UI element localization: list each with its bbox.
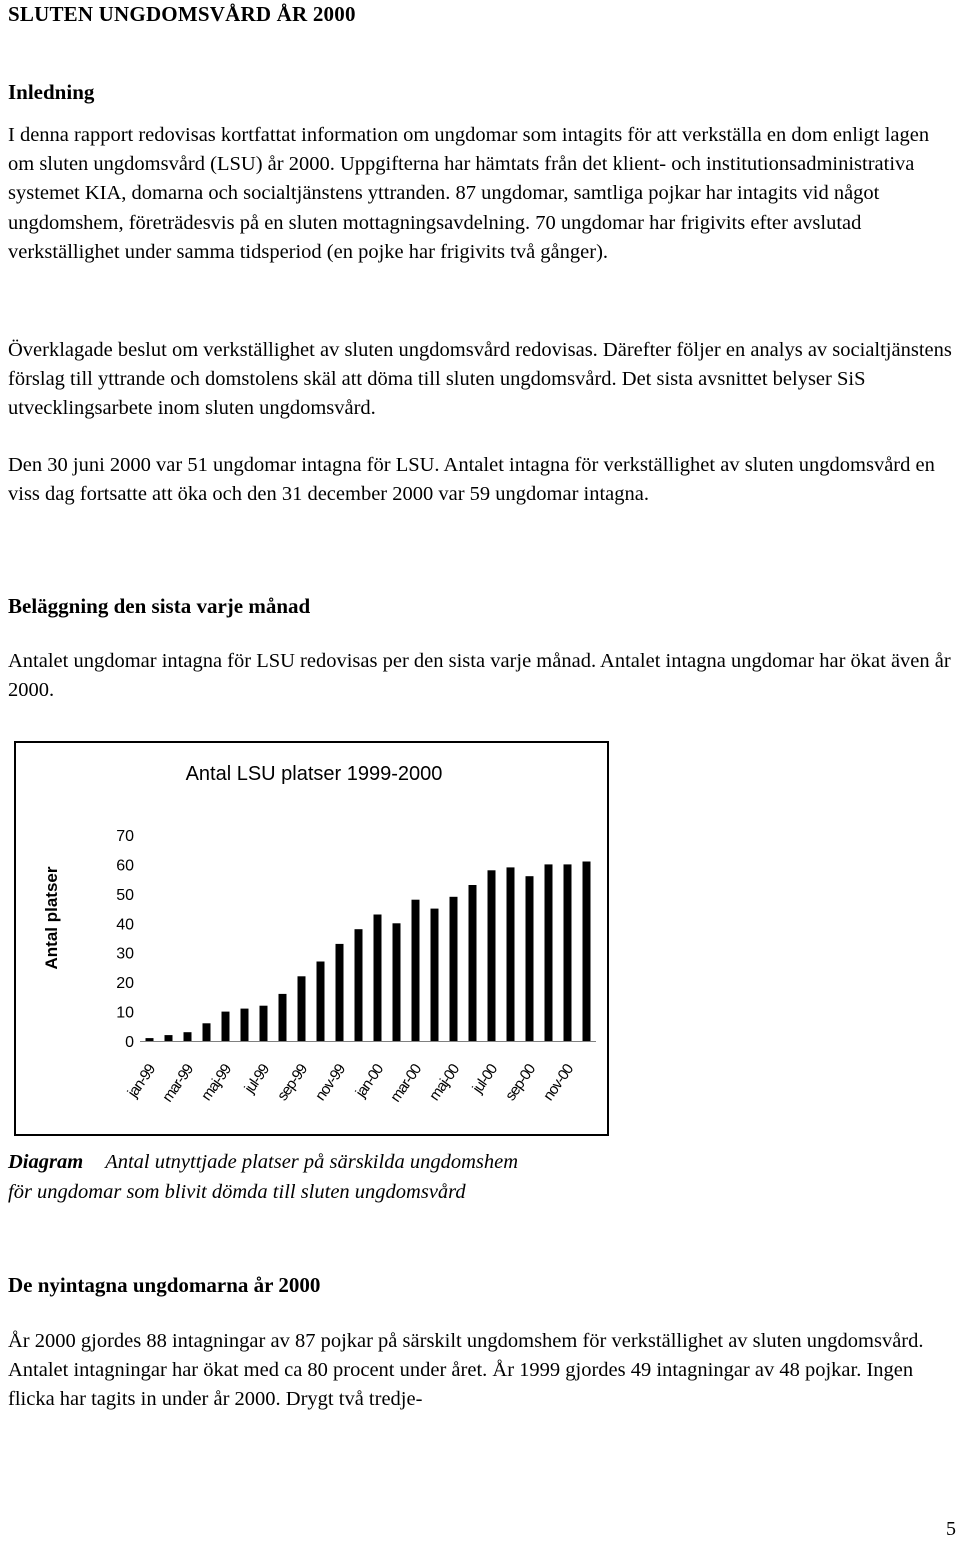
y-tick-label: 70 [116,828,134,845]
bar-mar-00 [412,900,420,1041]
x-tick-label: nov-00 [539,1061,577,1104]
y-tick-label: 60 [116,857,134,875]
y-tick-label: 0 [125,1034,134,1051]
bar-apr-99 [203,1023,211,1041]
x-tick-label: sep-99 [273,1061,311,1104]
bar-jul-99 [260,1006,268,1041]
bar-chart [16,743,607,1134]
bar-feb-00 [393,923,401,1041]
bar-dec-99 [355,929,363,1041]
caption-lead: Diagram [8,1151,84,1173]
bar-mar-99 [184,1032,192,1041]
bar-jul-00 [488,870,496,1041]
caption-line-2: för ungdomar som blivit dömda till sluten ungdomsvård [8,1181,466,1203]
paragraph-new-intakes: År 2000 gjordes 88 intagningar av 87 pojkar på särskilt ungdomshem för verkställighet av sluten ungdomsvård. Antalet intagningar har ökat med ca 80 procent under året. År 1999 gjordes 49 intagningar av 48 pojkar. Ingen flicka har tagits in under år 2000. Drygt två tredje- [8,1330,924,1411]
bar-okt-00 [545,864,553,1041]
bar-nov-00 [564,864,572,1041]
bar-aug-99 [279,994,287,1041]
y-tick-label: 30 [116,945,134,963]
bar-jan-99 [146,1038,154,1041]
x-tick-label: maj-99 [197,1061,235,1104]
y-tick-label: 20 [116,975,134,993]
x-tick-label: jan-99 [124,1061,159,1101]
paragraph-intro-2: Överklagade beslut om verkställighet av sluten ungdomsvård redovisas. Därefter följer en analys av socialtjänstens förslag till yttrande och domstolens skäl att döma till sluten ungdomsvård. Det sista avsnittet belyser SiS utvecklingsarbete inom sluten ungdomsvård. [8,339,952,420]
x-tick-label: mar-00 [387,1061,425,1106]
x-tick-label: sep-00 [501,1061,539,1104]
y-tick-label: 50 [116,886,134,904]
x-tick-label: jan-00 [352,1061,387,1101]
bar-sep-99 [298,976,306,1041]
x-tick-label: mar-99 [159,1061,197,1106]
bar-okt-99 [317,962,325,1042]
heading-inledning: Inledning [8,80,95,104]
page-number: 5 [946,1518,956,1540]
paragraph-intro-3: Den 30 juni 2000 var 51 ungdomar intagna för LSU. Antalet intagna för verkställighet av sluten ungdomsvård en viss dag fortsatte att öka och den 31 december 2000 var 59 ungdomar intagna. [8,454,935,506]
bar-apr-00 [431,909,439,1041]
document-title: SLUTEN UNGDOMSVÅRD ÅR 2000 [8,2,356,26]
bar-jun-00 [469,885,477,1041]
y-tick-label: 40 [116,916,134,934]
chart-title: Antal LSU platser 1999-2000 [185,763,443,785]
bar-nov-99 [336,944,344,1041]
heading-nyintagna: De nyintagna ungdomarna år 2000 [8,1273,321,1297]
bar-sep-00 [526,876,534,1041]
x-tick-label: jul-00 [469,1061,501,1097]
paragraph-occupancy: Antalet ungdomar intagna för LSU redovisas per den sista varje månad. Antalet intagna ungdomar har ökat även år 2000. [8,650,951,702]
bar-jun-99 [241,1009,249,1041]
bar-jan-00 [374,915,382,1042]
y-axis-label: Antal platser [42,866,61,970]
paragraph-intro-1: I denna rapport redovisas kortfattat information om ungdomar som intagits för att verkställa en dom enligt lagen om sluten ungdomsvård (LSU) år 2000. Uppgifterna har hämtats från det klient- och institutionsadministrativa systemet KIA, domarna och socialtjänstens yttranden. 87 ungdomar, samtliga pojkar har intagits vid något ungdomshem, företrädesvis på en sluten mottagningsavdelning. 70 ungdomar har frigivits efter avslutad verkställighet under samma tidsperiod (en pojke har frigivits två gånger). [8,124,930,263]
chart-caption [8,1147,518,1207]
caption-line-1: Antal utnyttjade platser på särskilda ungdomshem [105,1151,519,1173]
bar-aug-00 [507,867,515,1041]
x-tick-label: maj-00 [425,1061,463,1104]
y-tick-label: 10 [116,1004,134,1022]
bar-feb-99 [165,1035,173,1041]
chart-frame [14,741,609,1136]
heading-belaggning: Beläggning den sista varje månad [8,594,311,618]
bar-maj-99 [222,1012,230,1041]
x-tick-label: nov-99 [311,1061,349,1104]
x-tick-label: jul-99 [241,1061,273,1097]
bar-dec-00 [583,862,591,1042]
bar-maj-00 [450,897,458,1041]
